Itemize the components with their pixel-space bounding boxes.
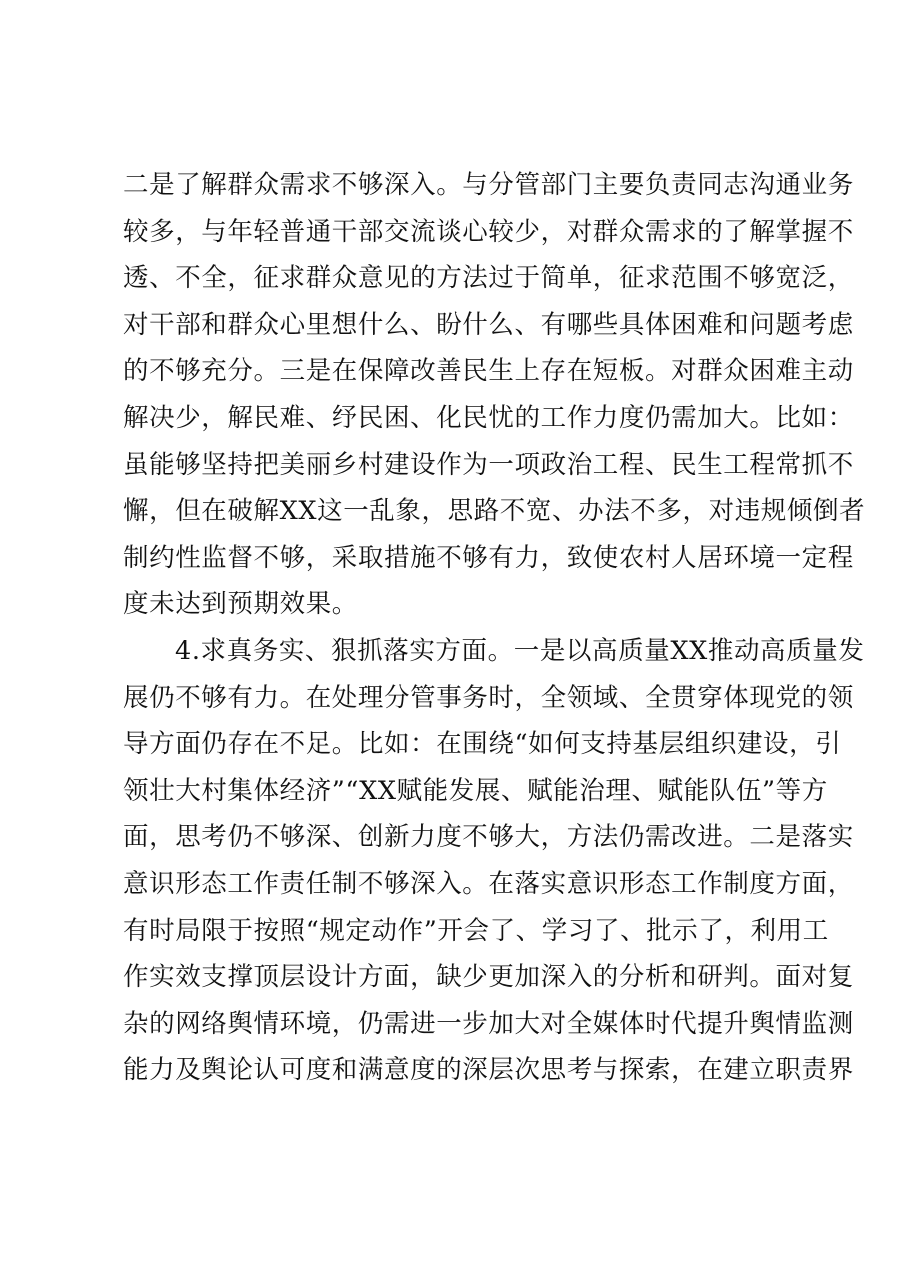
text-line: 较多，与年轻普通干部交流谈心较少，对群众需求的了解掌握不: [123, 216, 854, 247]
text-line: 4.求真务实、狠抓落实方面。一是以高质量XX推动高质量发: [175, 635, 865, 666]
text-line: 解决少，解民难、纾民困、化民忧的工作力度仍需加大。比如：: [123, 402, 854, 433]
text-line: 对干部和群众心里想什么、盼什么、有哪些具体困难和问题考虑: [123, 309, 854, 340]
text-line: 展仍不够有力。在处理分管事务时，全领域、全贯穿体现党的领: [123, 682, 854, 713]
text-line: 能力及舆论认可度和满意度的深层次思考与探索，在建立职责界: [123, 1055, 854, 1086]
text-line: 的不够充分。三是在保障改善民生上存在短板。对群众困难主动: [123, 356, 854, 387]
text-line: 懈，但在破解XX这一乱象，思路不宽、办法不多，对违规倾倒者: [123, 496, 866, 527]
text-line: 有时局限于按照“规定动作”开会了、学习了、批示了，利用工: [123, 915, 829, 946]
text-line: 面，思考仍不够深、创新力度不够大，方法仍需改进。二是落实: [123, 822, 854, 853]
text-line: 度未达到预期效果。: [123, 589, 358, 620]
text-line: 导方面仍存在不足。比如：在围绕“如何支持基层组织建设，引: [123, 729, 842, 760]
text-line: 领壮大村集体经济”“XX赋能发展、赋能治理、赋能队伍”等方: [123, 775, 828, 806]
text-line: 透、不全，征求群众意见的方法过于简单，征求范围不够宽泛，: [123, 263, 854, 294]
text-line: 作实效支撑顶层设计方面，缺少更加深入的分析和研判。面对复: [123, 962, 854, 993]
text-line: 二是了解群众需求不够深入。与分管部门主要负责同志沟通业务: [123, 170, 854, 200]
text-line: 虽能够坚持把美丽乡村建设作为一项政治工程、民生工程常抓不: [123, 449, 854, 480]
text-line: 意识形态工作责任制不够深入。在落实意识形态工作制度方面，: [123, 868, 854, 899]
text-line: 制约性监督不够，采取措施不够有力，致使农村人居环境一定程: [123, 542, 854, 573]
text-line: 杂的网络舆情环境，仍需进一步加大对全媒体时代提升舆情监测: [123, 1008, 854, 1039]
body-text: [123, 162, 866, 1094]
